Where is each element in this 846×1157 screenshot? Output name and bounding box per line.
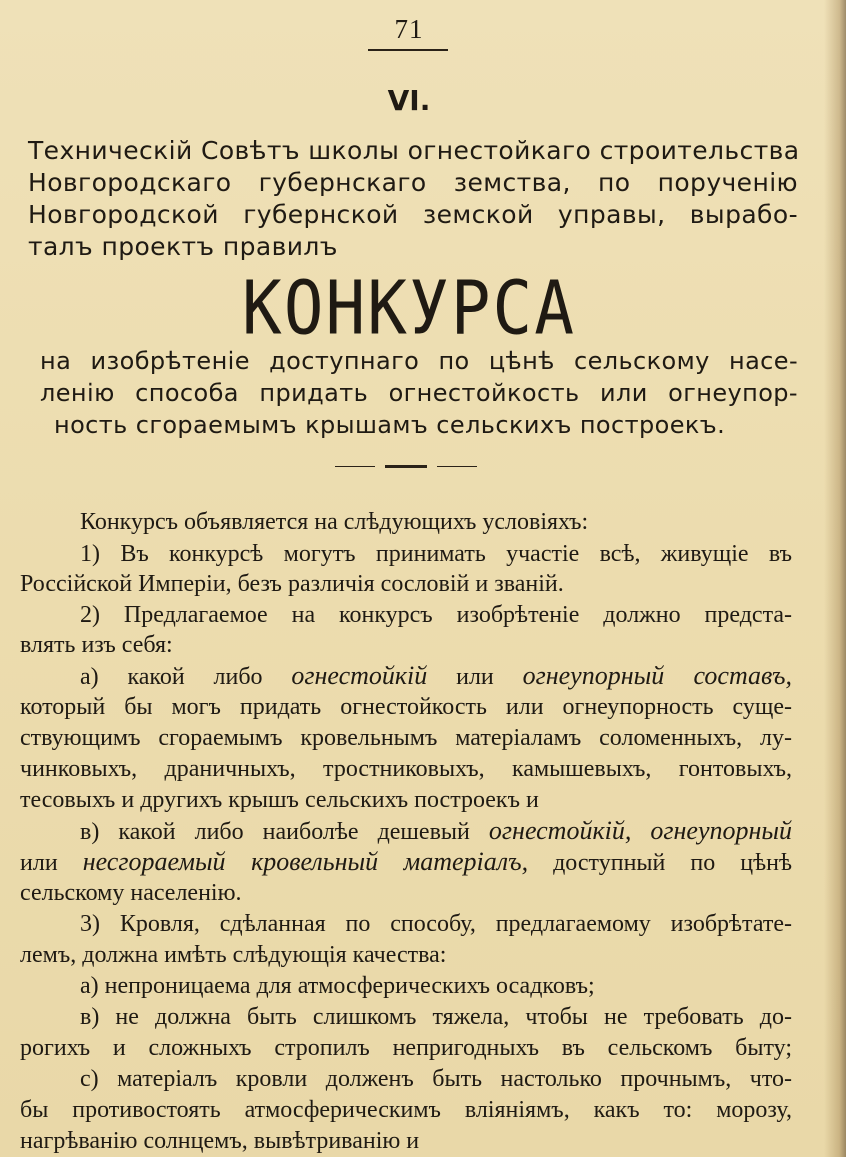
divider-left-rule [335,466,375,467]
item-b-line-2 [20,847,792,878]
item-b-line-3: сельскому населенію. [20,880,242,906]
title-word: КОНКУРСА [242,265,576,352]
quality-c-line-2: бы противостоять атмосферическимъ вліяніямъ, какъ то: морозу, [20,1097,792,1123]
item-b-italic-1: огнестойкій, [488,816,632,845]
clause-2-line-2: влять изъ себя: [20,632,173,658]
item-a-line-5: тесовыхъ и другихъ крышъ сельскихъ построекъ и [20,787,539,813]
header-line-3: Новгородской губернской земской управы, вырабо- [28,200,798,229]
subtitle-line-1: на изобрѣтеніе доступнаго по цѣнѣ сельскому насе- [40,347,798,375]
quality-b-line-1: в) не должна быть слишкомъ тяжела, чтобы не требовать до- [80,1004,792,1030]
page-number: 71 [394,14,424,44]
header-line-4: талъ проектъ правилъ [28,232,338,261]
quality-c-line-3: нагрѣванію солнцемъ, вывѣтриванію и [20,1128,420,1154]
divider-right-rule [437,466,477,467]
body-intro: Конкурсъ объявляется на слѣдующихъ условіяхъ: [80,509,589,535]
clause-1-line-2: Россійской Имперіи, безъ различія сословій и званій. [20,571,564,597]
subtitle-line-2: ленію способа придать огнестойкость или огнеупор- [40,379,798,407]
quality-a: а) непроницаема для атмосферическихъ осадковъ; [80,973,595,999]
section-numeral: VI. [387,84,431,117]
item-b-italic-2: огнеупорный [650,816,793,845]
item-a-line-4: чинковыхъ, драничныхъ, тростниковыхъ, камышевыхъ, гонтовыхъ, [20,756,792,782]
item-b-italic-3: несгораемый кровельный матеріалъ, [82,847,529,876]
page-edge-shadow [824,0,846,1157]
header-line-2: Новгородскаго губернскаго земства, по порученію [28,168,798,197]
clause-3-line-1: 3) Кровля, сдѣланная по способу, предлагаемому изобрѣтате- [80,911,792,937]
clause-2-line-1: 2) Предлагаемое на конкурсъ изобрѣтеніе должно предста- [80,602,792,628]
ornamental-divider [335,465,477,469]
item-b-tail: доступный по цѣнѣ [553,850,793,876]
quality-b-line-2: рогихъ и сложныхъ стропилъ непригодныхъ въ сельскомъ быту; [20,1035,792,1061]
item-b-prefix: в) какой либо наиболѣе дешевый [80,819,470,845]
item-b-line-1 [80,816,792,847]
divider-center-rule [385,465,427,468]
subtitle-line-3: ность сгораемымъ крышамъ сельскихъ построекъ. [54,411,726,439]
item-a-mid: или [456,664,494,690]
item-a-line-2: который бы могъ придать огнестойкость или огнеупорность суще- [20,694,792,720]
clause-1-line-1: 1) Въ конкурсѣ могутъ принимать участіе всѣ, живущіе въ [80,541,792,567]
item-a-italic-1: огнестойкій [291,661,428,690]
item-a-line-3: ствующимъ сгораемымъ кровельнымъ матеріаламъ соломенныхъ, лу- [20,725,792,751]
item-b-or: или [20,850,58,876]
item-a-italic-2: огнеупорный составъ, [522,661,792,690]
clause-3-line-2: лемъ, должна имѣть слѣдующія качества: [20,942,447,968]
header-line-1: Техническій Совѣтъ школы огнестойкаго строительства [28,136,800,165]
item-a-prefix: а) какой либо [80,664,263,690]
quality-c-line-1: с) матеріалъ кровли долженъ быть настолько прочнымъ, что- [80,1066,792,1092]
item-a-line-1 [80,661,792,692]
page-number-underline [368,49,448,51]
